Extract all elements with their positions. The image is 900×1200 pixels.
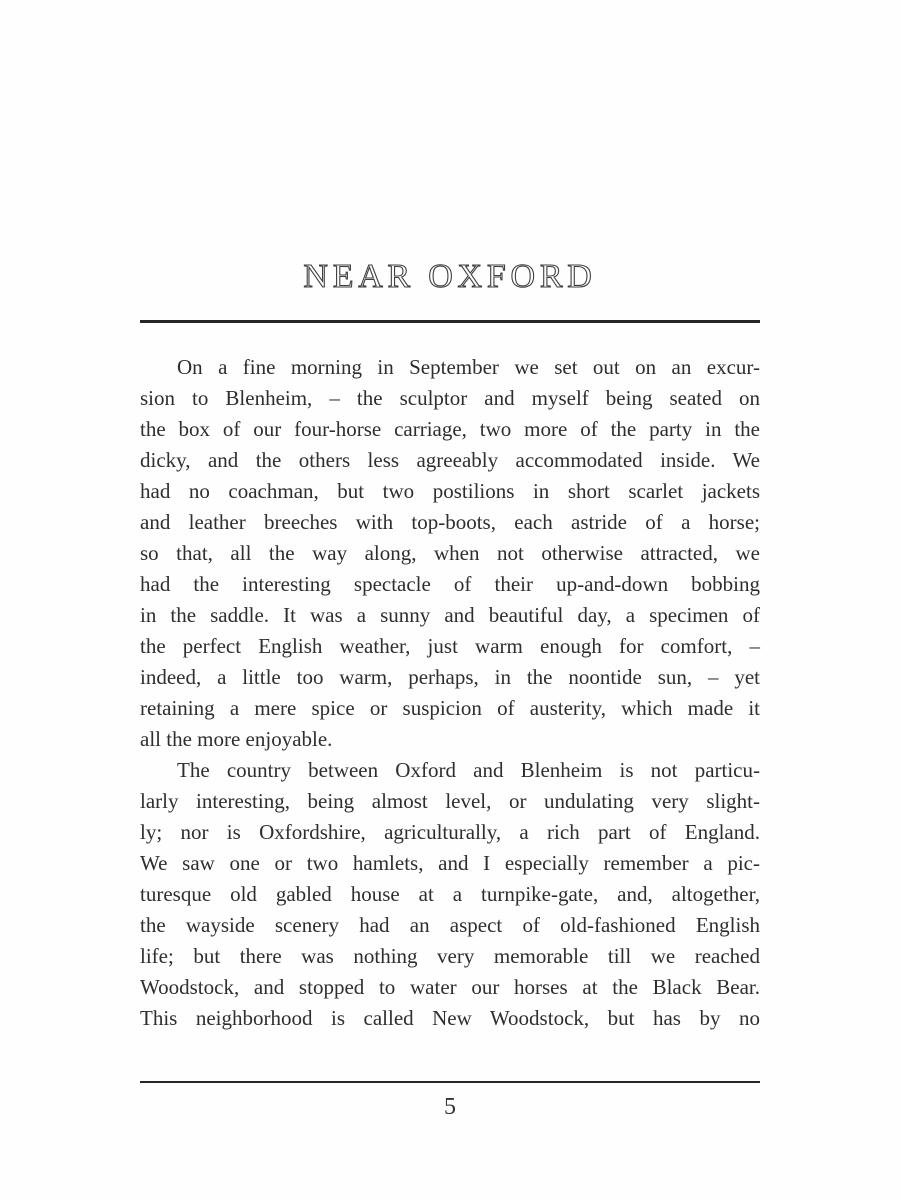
text-line: the wayside scenery had an aspect of old-fashioned English (140, 913, 760, 937)
text-line: the perfect English weather, just warm enough for comfort, – (140, 634, 760, 658)
text-line: larly interesting, being almost level, or undulating very slight- (140, 789, 760, 813)
text-line: all the more enjoyable. (140, 727, 333, 751)
text-line: We saw one or two hamlets, and I especially remember a pic- (140, 851, 760, 875)
text-line: indeed, a little too warm, perhaps, in the noontide sun, – yet (140, 665, 760, 689)
text-line: retaining a mere spice or suspicion of austerity, which made it (140, 696, 760, 720)
text-line: Woodstock, and stopped to water our horses at the Black Bear. (140, 975, 760, 999)
text-line: The country between Oxford and Blenheim is not particu- (177, 758, 760, 782)
text-line: in the saddle. It was a sunny and beautiful day, a specimen of (140, 603, 760, 627)
text-line: had no coachman, but two postilions in short scarlet jackets (140, 479, 760, 503)
text-line: so that, all the way along, when not otherwise attracted, we (140, 541, 760, 565)
text-line: had the interesting spectacle of their up-and-down bobbing (140, 572, 760, 596)
chapter-title: NEAR OXFORD (303, 258, 597, 295)
paragraph (140, 755, 760, 1034)
text-line: turesque old gabled house at a turnpike-gate, and, altogether, (140, 882, 760, 906)
body-text (140, 352, 760, 1034)
text-line: On a fine morning in September we set out on an excur- (177, 355, 760, 379)
text-line: sion to Blenheim, – the sculptor and myself being seated on (140, 386, 760, 410)
paragraph (140, 352, 760, 755)
text-line: This neighborhood is called New Woodstock, but has by no (140, 1006, 760, 1030)
page-number: 5 (444, 1094, 456, 1120)
text-line: dicky, and the others less agreeably accommodated inside. We (140, 448, 760, 472)
text-line: life; but there was nothing very memorable till we reached (140, 944, 760, 968)
top-rule (140, 320, 760, 323)
text-line: the box of our four-horse carriage, two more of the party in the (140, 417, 760, 441)
text-line: and leather breeches with top-boots, each astride of a horse; (140, 510, 760, 534)
bottom-rule (140, 1081, 760, 1083)
text-line: ly; nor is Oxfordshire, agriculturally, a rich part of England. (140, 820, 760, 844)
